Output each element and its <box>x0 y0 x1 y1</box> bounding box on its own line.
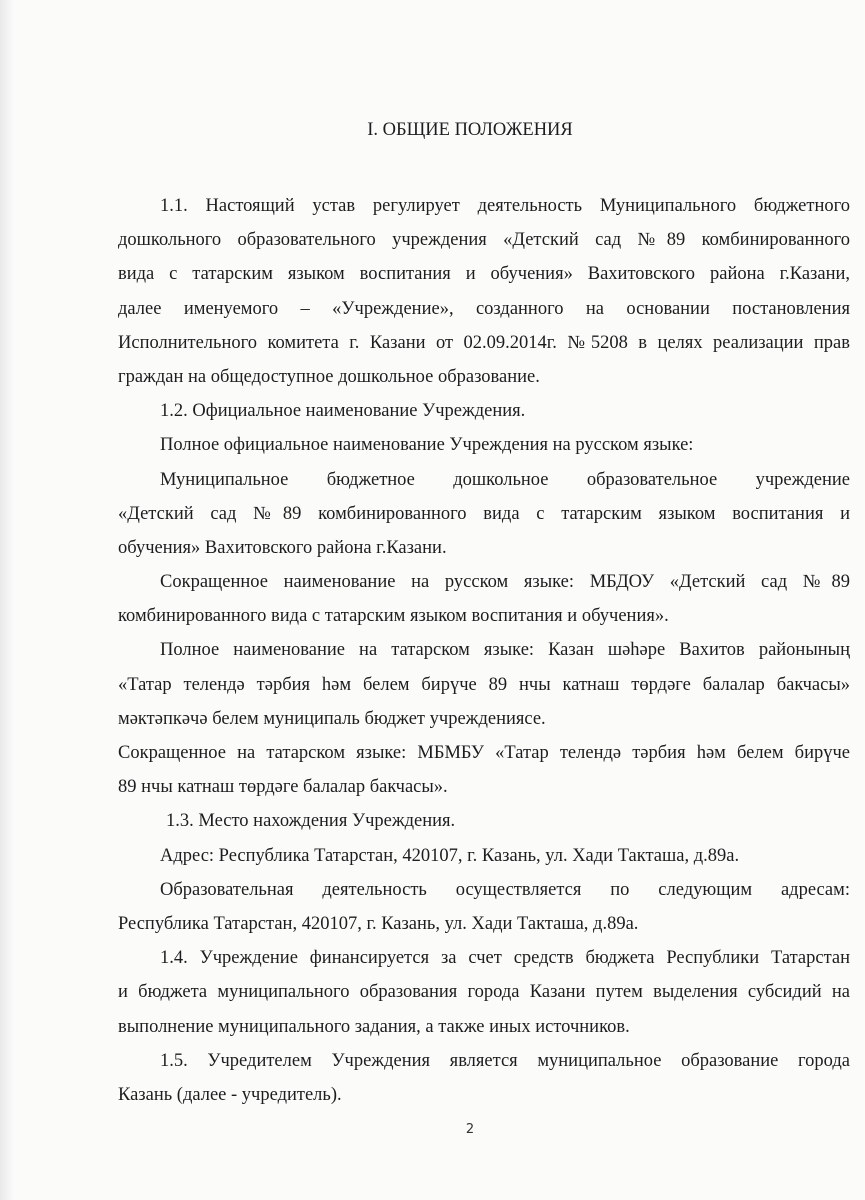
scan-page-edge <box>0 0 14 1200</box>
text-line: комбинированного вида с татарским языком воспитания и обучения». <box>118 606 669 627</box>
text-line: Исполнительного комитета г. Казани от 02.09.2014г. №5208 в целях реализации прав <box>118 332 850 353</box>
text-line: Адрес: Республика Татарстан, 420107, г. Казань, ул. Хади Такташа, д.89а. <box>160 845 740 866</box>
text-line: и бюджета муниципального образования города Казани путем выделения субсидий на <box>118 982 850 1003</box>
text-line: 1.3. Место нахождения Учреждения. <box>166 811 456 832</box>
text-line: Казань (далее - учредитель). <box>118 1084 342 1105</box>
text-line: дошкольного образовательного учреждения «Детский сад №89 комбинированного <box>118 230 850 251</box>
text-line: Полное наименование на татарском языке: Казан шәһәре Вахитов районының <box>160 640 850 661</box>
text-line: Полное официальное наименование Учреждения на русском языке: <box>160 435 694 456</box>
text-line: 1.4. Учреждение финансируется за счет средств бюджета Республики Татарстан <box>160 948 850 969</box>
text-line: 89 нчы катнаш төрдәге балалар бакчасы». <box>118 777 448 798</box>
text-line: Сокращенное наименование на русском языке: МБДОУ «Детский сад №89 <box>160 572 850 593</box>
text-line: «Татар телендә тәрбия һәм белем бирүче 89 нчы катнаш төрдәге балалар бакчасы» <box>118 674 850 695</box>
text-line: Сокращенное на татарском языке: МБМБУ «Татар телендә тәрбия һәм белем бирүче <box>118 743 850 763</box>
text-line: выполнение муниципального задания, а также иных источников. <box>118 1016 630 1037</box>
section-title: I. ОБЩИЕ ПОЛОЖЕНИЯ <box>367 120 573 140</box>
text-line: 1.2. Официальное наименование Учреждения. <box>160 401 526 422</box>
text-line: 1.5. Учредителем Учреждения является муниципальное образование города <box>160 1050 850 1071</box>
text-line: Муниципальное бюджетное дошкольное образовательное учреждение <box>160 469 850 490</box>
text-line: Республика Татарстан, 420107, г. Казань, ул. Хади Такташа, д.89а. <box>118 913 639 934</box>
text-line: далее именуемого – «Учреждение», созданного на основании постановления <box>118 298 850 319</box>
text-line: Образовательная деятельность осуществляется по следующим адресам: <box>160 879 850 900</box>
text-line: обучения» Вахитовского района г.Казани. <box>118 537 447 558</box>
text-line: вида с татарским языком воспитания и обучения» Вахитовского района г.Казани, <box>118 264 850 285</box>
text-line: мәктәпкәчә белем муниципаль бюджет учреждениясе. <box>118 708 546 729</box>
text-line: 1.1. Настоящий устав регулирует деятельность Муниципального бюджетного <box>160 196 850 216</box>
text-line: граждан на общедоступное дошкольное образование. <box>118 366 540 387</box>
document-body <box>118 189 850 1112</box>
page-number: 2 <box>465 1122 475 1137</box>
text-line: «Детский сад №89 комбинированного вида с татарским языком воспитания и <box>118 503 850 524</box>
